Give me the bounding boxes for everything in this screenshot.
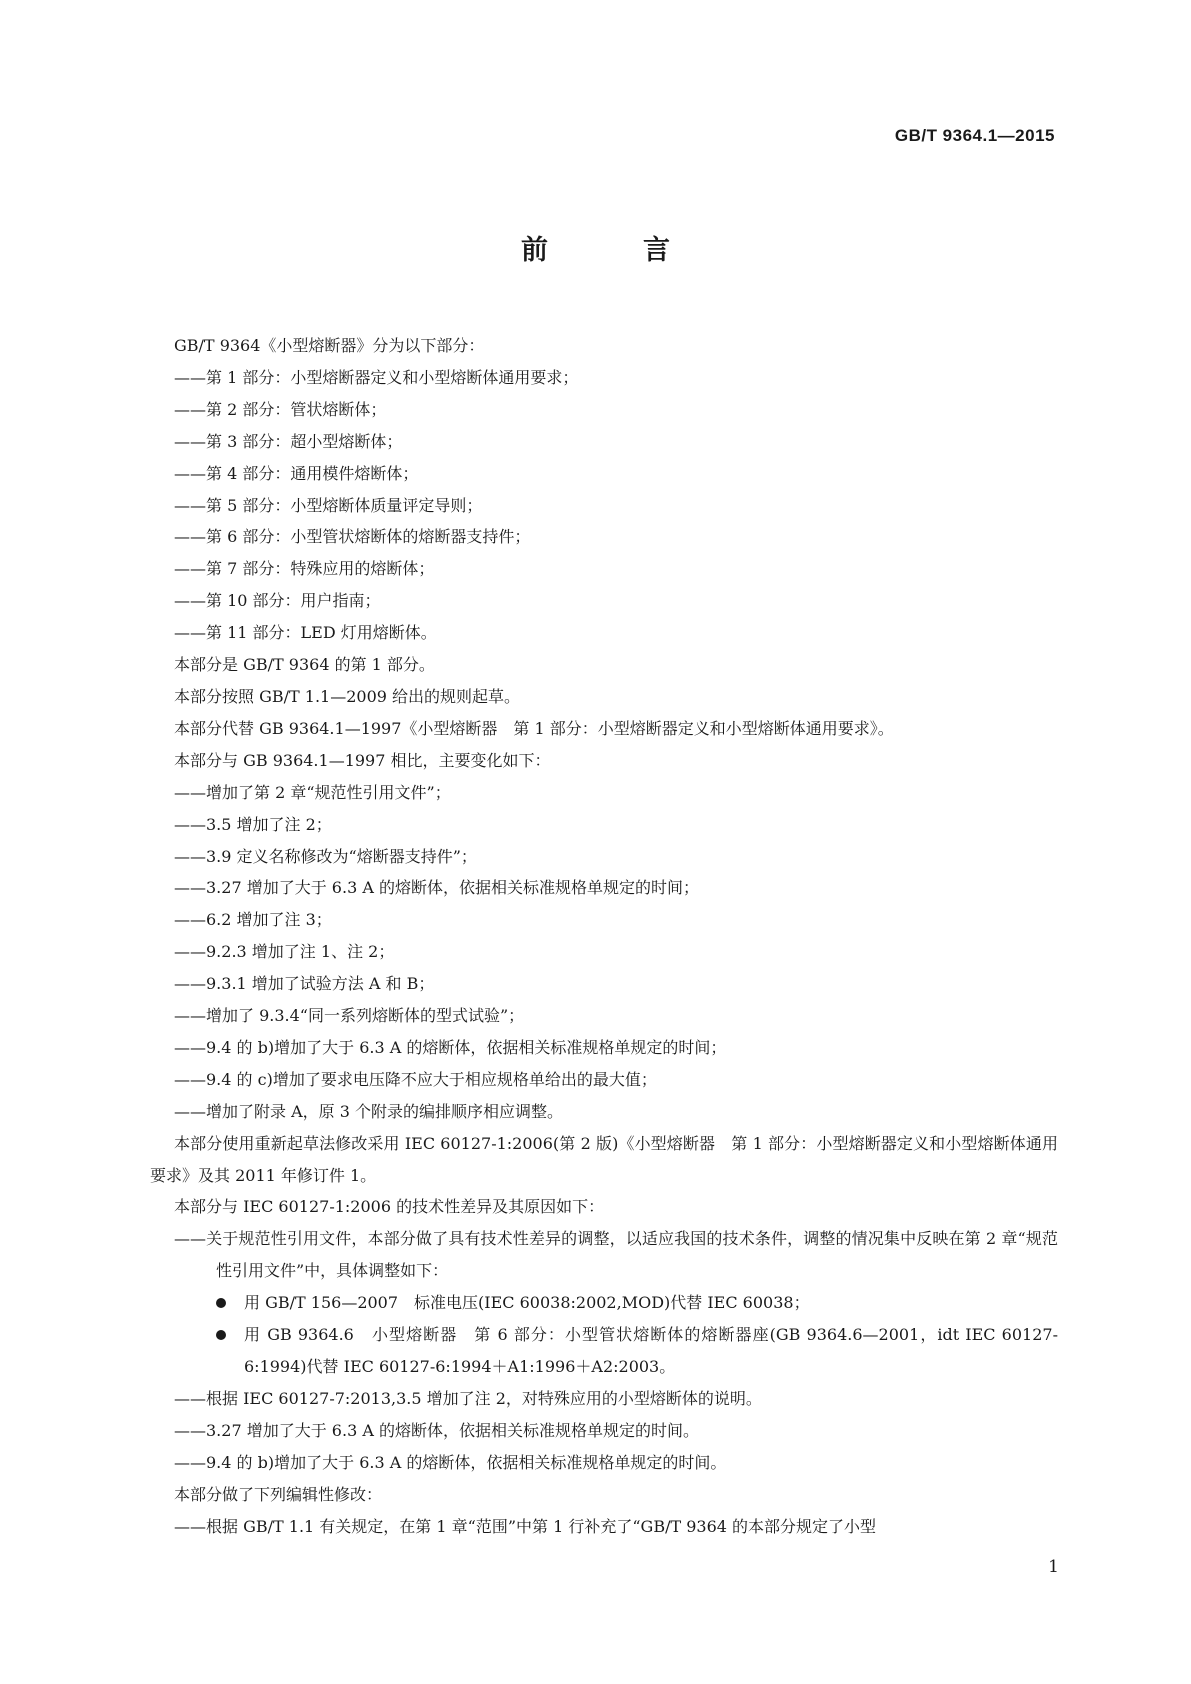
list-item: ——关于规范性引用文件，本部分做了具有技术性差异的调整，以适应我国的技术条件，调整的情况集中反映在第 2 章“规范性引用文件”中，具体调整如下： [174, 1229, 1058, 1281]
list-item: ——第 1 部分：小型熔断器定义和小型熔断体通用要求； [174, 367, 579, 387]
bullet-item [150, 1319, 1058, 1383]
list-item: ——9.4 的 b)增加了大于 6.3 A 的熔断体，依据相关标准规格单规定的时间。 [174, 1452, 727, 1472]
page-number: 1 [1048, 1557, 1059, 1577]
adoption-paragraph: 本部分使用重新起草法修改采用 IEC 60127-1:2006(第 2 版)《小型熔断器 第 1 部分：小型熔断器定义和小型熔断体通用要求》及其 2011 年修订件 1。 [150, 1133, 1058, 1185]
list-item: ——第 10 部分：用户指南； [174, 591, 381, 611]
list-item: ——9.4 的 c)增加了要求电压降不应大于相应规格单给出的最大值； [174, 1069, 657, 1089]
list-item: ——3.27 增加了大于 6.3 A 的熔断体，依据相关标准规格单规定的时间； [174, 878, 699, 898]
paragraph: 本部分做了下列编辑性修改： [174, 1484, 383, 1504]
list-item: ——3.27 增加了大于 6.3 A 的熔断体，依据相关标准规格单规定的时间。 [174, 1420, 699, 1440]
standard-number: GB/T 9364.1—2015 [894, 126, 1055, 145]
list-item: ——第 6 部分：小型管状熔断体的熔断器支持件； [174, 527, 531, 547]
bullet-text: 用 GB 9364.6 小型熔断器 第 6 部分：小型管状熔断体的熔断器座(GB 9364.6—2001，idt IEC 60127-6:1994)代替 IEC 60127-6:1994＋A1:1996＋A2:2003。 [244, 1325, 1058, 1376]
paragraph: 本部分与 GB 9364.1—1997 相比，主要变化如下： [174, 750, 551, 770]
list-item: ——9.2.3 增加了注 1、注 2； [174, 942, 395, 962]
list-item: ——根据 IEC 60127-7:2013,3.5 增加了注 2，对特殊应用的小型熔断体的说明。 [174, 1388, 762, 1408]
list-item: ——3.5 增加了注 2； [174, 814, 332, 834]
bullet-text: 用 GB/T 156—2007 标准电压(IEC 60038:2002,MOD)代替 IEC 60038； [244, 1293, 810, 1313]
list-item: ——第 11 部分：LED 灯用熔断体。 [174, 623, 437, 643]
list-item: ——第 7 部分：特殊应用的熔断体； [174, 559, 435, 579]
bullet-icon [216, 1330, 226, 1340]
list-item: ——第 3 部分：超小型熔断体； [174, 431, 403, 451]
paragraph: 本部分按照 GB/T 1.1—2009 给出的规则起草。 [174, 686, 521, 706]
list-item: ——第 2 部分：管状熔断体； [174, 399, 387, 419]
bullet-item [150, 1287, 1058, 1319]
list-item: ——第 5 部分：小型熔断体质量评定导则； [174, 495, 483, 515]
paragraph: 本部分是 GB/T 9364 的第 1 部分。 [174, 655, 435, 675]
paragraph: 本部分代替 GB 9364.1—1997《小型熔断器 第 1 部分：小型熔断器定义和小型熔断体通用要求》。 [174, 718, 894, 738]
list-item: ——增加了 9.3.4“同一系列熔断体的型式试验”； [174, 1006, 525, 1026]
parts-intro: GB/T 9364《小型熔断器》分为以下部分： [174, 336, 485, 355]
list-item: ——6.2 增加了注 3； [174, 910, 332, 930]
list-item: ——9.4 的 b)增加了大于 6.3 A 的熔断体，依据相关标准规格单规定的时间； [174, 1037, 727, 1057]
list-item: ——第 4 部分：通用模件熔断体； [174, 463, 419, 483]
preface-body [150, 330, 1058, 1542]
section-title: 前 言 [521, 235, 704, 266]
list-item: ——9.3.1 增加了试验方法 A 和 B； [174, 974, 435, 994]
list-item: ——增加了第 2 章“规范性引用文件”； [174, 782, 451, 802]
bullet-icon [216, 1298, 226, 1308]
list-item: ——根据 GB/T 1.1 有关规定，在第 1 章“范围”中第 1 行补充了“GB/T 9364 的本部分规定了小型 [174, 1516, 877, 1536]
paragraph: 本部分与 IEC 60127-1:2006 的技术性差异及其原因如下： [174, 1197, 605, 1217]
list-item: ——3.9 定义名称修改为“熔断器支持件”； [174, 846, 477, 866]
list-item: ——增加了附录 A，原 3 个附录的编排顺序相应调整。 [174, 1101, 563, 1121]
